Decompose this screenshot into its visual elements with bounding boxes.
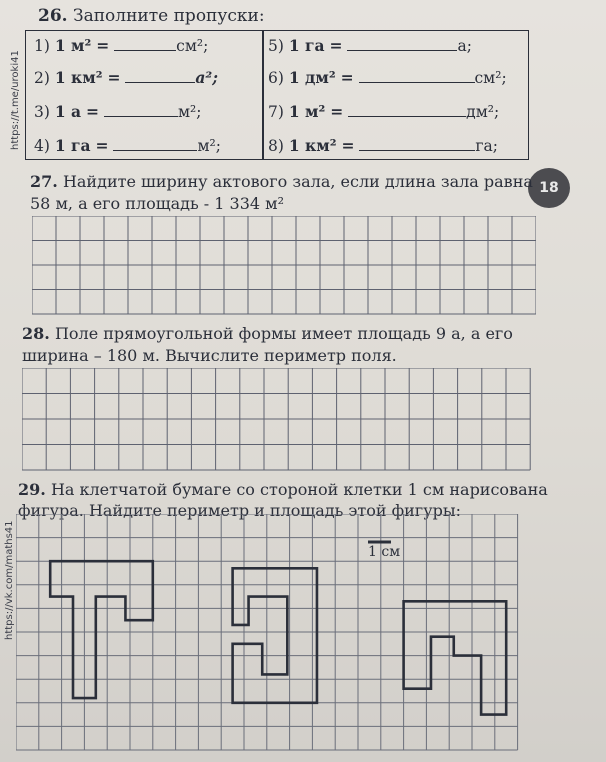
task-27-line-1: 27. Найдите ширину актового зала, если длина зала равна — [30, 172, 533, 191]
answer-blank[interactable] — [104, 102, 178, 117]
table-row: 3) 1 а = м²; — [34, 102, 202, 121]
figure-t-shape — [50, 561, 153, 698]
side-link-vk[interactable]: https://vk.com/maths41 — [4, 520, 15, 640]
task-29-line-2: фигура. Найдите периметр и площадь этой фигуры: — [18, 501, 461, 520]
answer-blank[interactable] — [125, 68, 195, 83]
figure-hook-shape — [233, 568, 317, 703]
answer-blank[interactable] — [114, 36, 176, 51]
scale-label: 1 см — [368, 544, 401, 560]
table-row: 8) 1 км² = га; — [268, 136, 498, 155]
answer-blank[interactable] — [359, 68, 475, 83]
task-28-answer-grid[interactable] — [22, 368, 532, 472]
table-row: 4) 1 га = м²; — [34, 136, 221, 155]
task-26-title — [38, 6, 265, 26]
table-row: 5) 1 га = а; — [268, 36, 472, 55]
page-number-badge: 18 — [528, 168, 570, 208]
figure-arch-shape — [404, 601, 507, 714]
answer-blank[interactable] — [113, 136, 197, 151]
task-26-number: 26. — [38, 6, 68, 26]
table-divider — [262, 31, 264, 159]
task-28-line-2: ширина – 180 м. Вычислите периметр поля. — [22, 346, 397, 365]
task-26-text: Заполните пропуски: — [72, 6, 265, 26]
task-28-line-1: 28. Поле прямоугольной формы имеет площадь 9 а, а его — [22, 324, 513, 343]
side-link-telegram[interactable]: https://t.me/uroki41 — [10, 50, 21, 150]
answer-blank[interactable] — [348, 102, 466, 117]
table-row: 6) 1 дм² = см²; — [268, 68, 507, 87]
table-row: 2) 1 км² = а²; — [34, 68, 218, 87]
answer-blank[interactable] — [359, 136, 475, 151]
task-27-line-2: 58 м, а его площадь - 1 334 м² — [30, 194, 285, 213]
task-29-line-1: 29. На клетчатой бумаге со стороной клетки 1 см нарисована — [18, 480, 548, 499]
answer-blank[interactable] — [347, 36, 457, 51]
task-27-answer-grid[interactable] — [32, 216, 536, 316]
task-29-figure-grid — [16, 514, 536, 758]
table-row: 7) 1 м² = дм²; — [268, 102, 500, 121]
table-row: 1) 1 м² = см²; — [34, 36, 209, 55]
